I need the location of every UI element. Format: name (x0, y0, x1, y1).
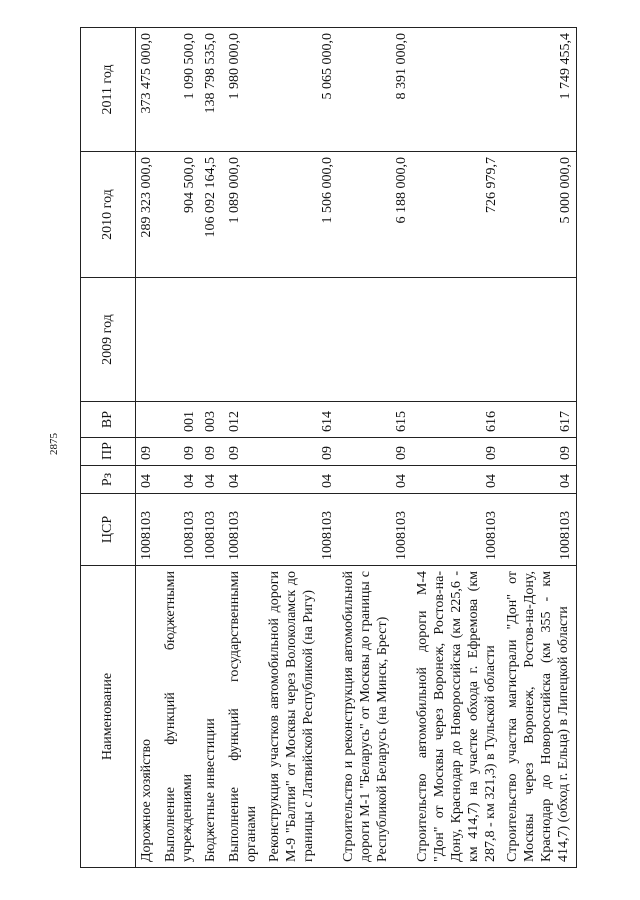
table-row (412, 28, 502, 868)
row-vr: 616 (412, 402, 502, 438)
row-rz: 04 (224, 466, 264, 494)
row-vr: 614 (264, 402, 338, 438)
row-name: Выполнение функций бюджетными учреждениями (160, 566, 200, 868)
row-name: Строительство автомобильной дороги М-4 "Дон" от Москвы через Воронеж, Ростов-на-Дону, Краснодар до Новороссийска (км 225,6 - км 414,7) на участке обхода г. Ефремова (км 287,8 - км 321,3) в Тульской области (412, 566, 502, 868)
row-2009 (136, 278, 161, 402)
row-2010: 106 092 164,5 (200, 152, 224, 278)
budget-table (80, 27, 577, 868)
header-vr: ВР (81, 402, 136, 438)
row-2011: 373 475 000,0 (136, 28, 161, 152)
row-2009 (200, 278, 224, 402)
row-2009 (264, 278, 338, 402)
header-pr: ПР (81, 438, 136, 466)
row-csr: 1008103 (412, 494, 502, 566)
row-vr: 001 (160, 402, 200, 438)
header-2009: 2009 год (81, 278, 136, 402)
table-row (224, 28, 264, 868)
row-2011: 1 749 455,4 (502, 28, 577, 152)
row-csr: 1008103 (224, 494, 264, 566)
row-2010: 904 500,0 (160, 152, 200, 278)
row-2010: 5 000 000,0 (502, 152, 577, 278)
row-pr: 09 (136, 438, 161, 466)
row-2011: 1 980 000,0 (224, 28, 264, 152)
row-2011 (412, 28, 502, 152)
row-vr: 615 (338, 402, 412, 438)
row-2009 (502, 278, 577, 402)
header-2011: 2011 год (81, 28, 136, 152)
row-vr: 617 (502, 402, 577, 438)
row-rz: 04 (264, 466, 338, 494)
row-2009 (160, 278, 200, 402)
row-rz: 04 (502, 466, 577, 494)
row-2010: 6 188 000,0 (338, 152, 412, 278)
row-vr: 012 (224, 402, 264, 438)
row-name: Строительство и реконструкция автомобильной дороги М-1 "Беларусь" от Москвы до границы с Республикой Беларусь (на Минск, Брест) (338, 566, 412, 868)
row-pr: 09 (338, 438, 412, 466)
row-pr: 09 (264, 438, 338, 466)
row-vr: 003 (200, 402, 224, 438)
row-rz: 04 (200, 466, 224, 494)
row-csr: 1008103 (200, 494, 224, 566)
table-row (338, 28, 412, 868)
rotated-page (80, 28, 628, 868)
row-rz: 04 (338, 466, 412, 494)
row-pr: 09 (160, 438, 200, 466)
row-2011: 5 065 000,0 (264, 28, 338, 152)
row-2011: 1 090 500,0 (160, 28, 200, 152)
row-2011: 138 798 535,0 (200, 28, 224, 152)
table-row (200, 28, 224, 868)
row-name: Строительство участка магистрали "Дон" от Москвы через Воронеж, Ростов-на-Дону, Краснодар до Новороссийска (км 355 - км 414,7) (обход г. Ельца) в Липецкой области (502, 566, 577, 868)
row-csr: 1008103 (160, 494, 200, 566)
row-pr: 09 (412, 438, 502, 466)
row-rz: 04 (160, 466, 200, 494)
table-row (136, 28, 161, 868)
row-rz: 04 (412, 466, 502, 494)
row-2010: 1 506 000,0 (264, 152, 338, 278)
row-2009 (338, 278, 412, 402)
row-pr: 09 (200, 438, 224, 466)
row-csr: 1008103 (136, 494, 161, 566)
row-name: Бюджетные инвестиции (200, 566, 224, 868)
row-name: Дорожное хозяйство (136, 566, 161, 868)
header-rz: Рз (81, 466, 136, 494)
row-2011: 8 391 000,0 (338, 28, 412, 152)
row-2010: 726 979,7 (412, 152, 502, 278)
table-row (264, 28, 338, 868)
row-csr: 1008103 (502, 494, 577, 566)
row-name: Выполнение функций государственными органами (224, 566, 264, 868)
header-csr: ЦСР (81, 494, 136, 566)
page-number: 2875 (48, 433, 60, 455)
header-name: Наименование (81, 566, 136, 868)
row-csr: 1008103 (338, 494, 412, 566)
row-name: Реконструкция участков автомобильной дороги М-9 "Балтия" от Москвы через Волоколамск до границы с Латвийской Республикой (на Ригу) (264, 566, 338, 868)
row-pr: 09 (224, 438, 264, 466)
row-2010: 289 323 000,0 (136, 152, 161, 278)
row-csr: 1008103 (264, 494, 338, 566)
table-row (502, 28, 577, 868)
row-rz: 04 (136, 466, 161, 494)
header-2010: 2010 год (81, 152, 136, 278)
row-2009 (224, 278, 264, 402)
row-pr: 09 (502, 438, 577, 466)
table-header-row (81, 28, 136, 868)
row-2009 (412, 278, 502, 402)
row-vr (136, 402, 161, 438)
table-row (160, 28, 200, 868)
row-2010: 1 089 000,0 (224, 152, 264, 278)
